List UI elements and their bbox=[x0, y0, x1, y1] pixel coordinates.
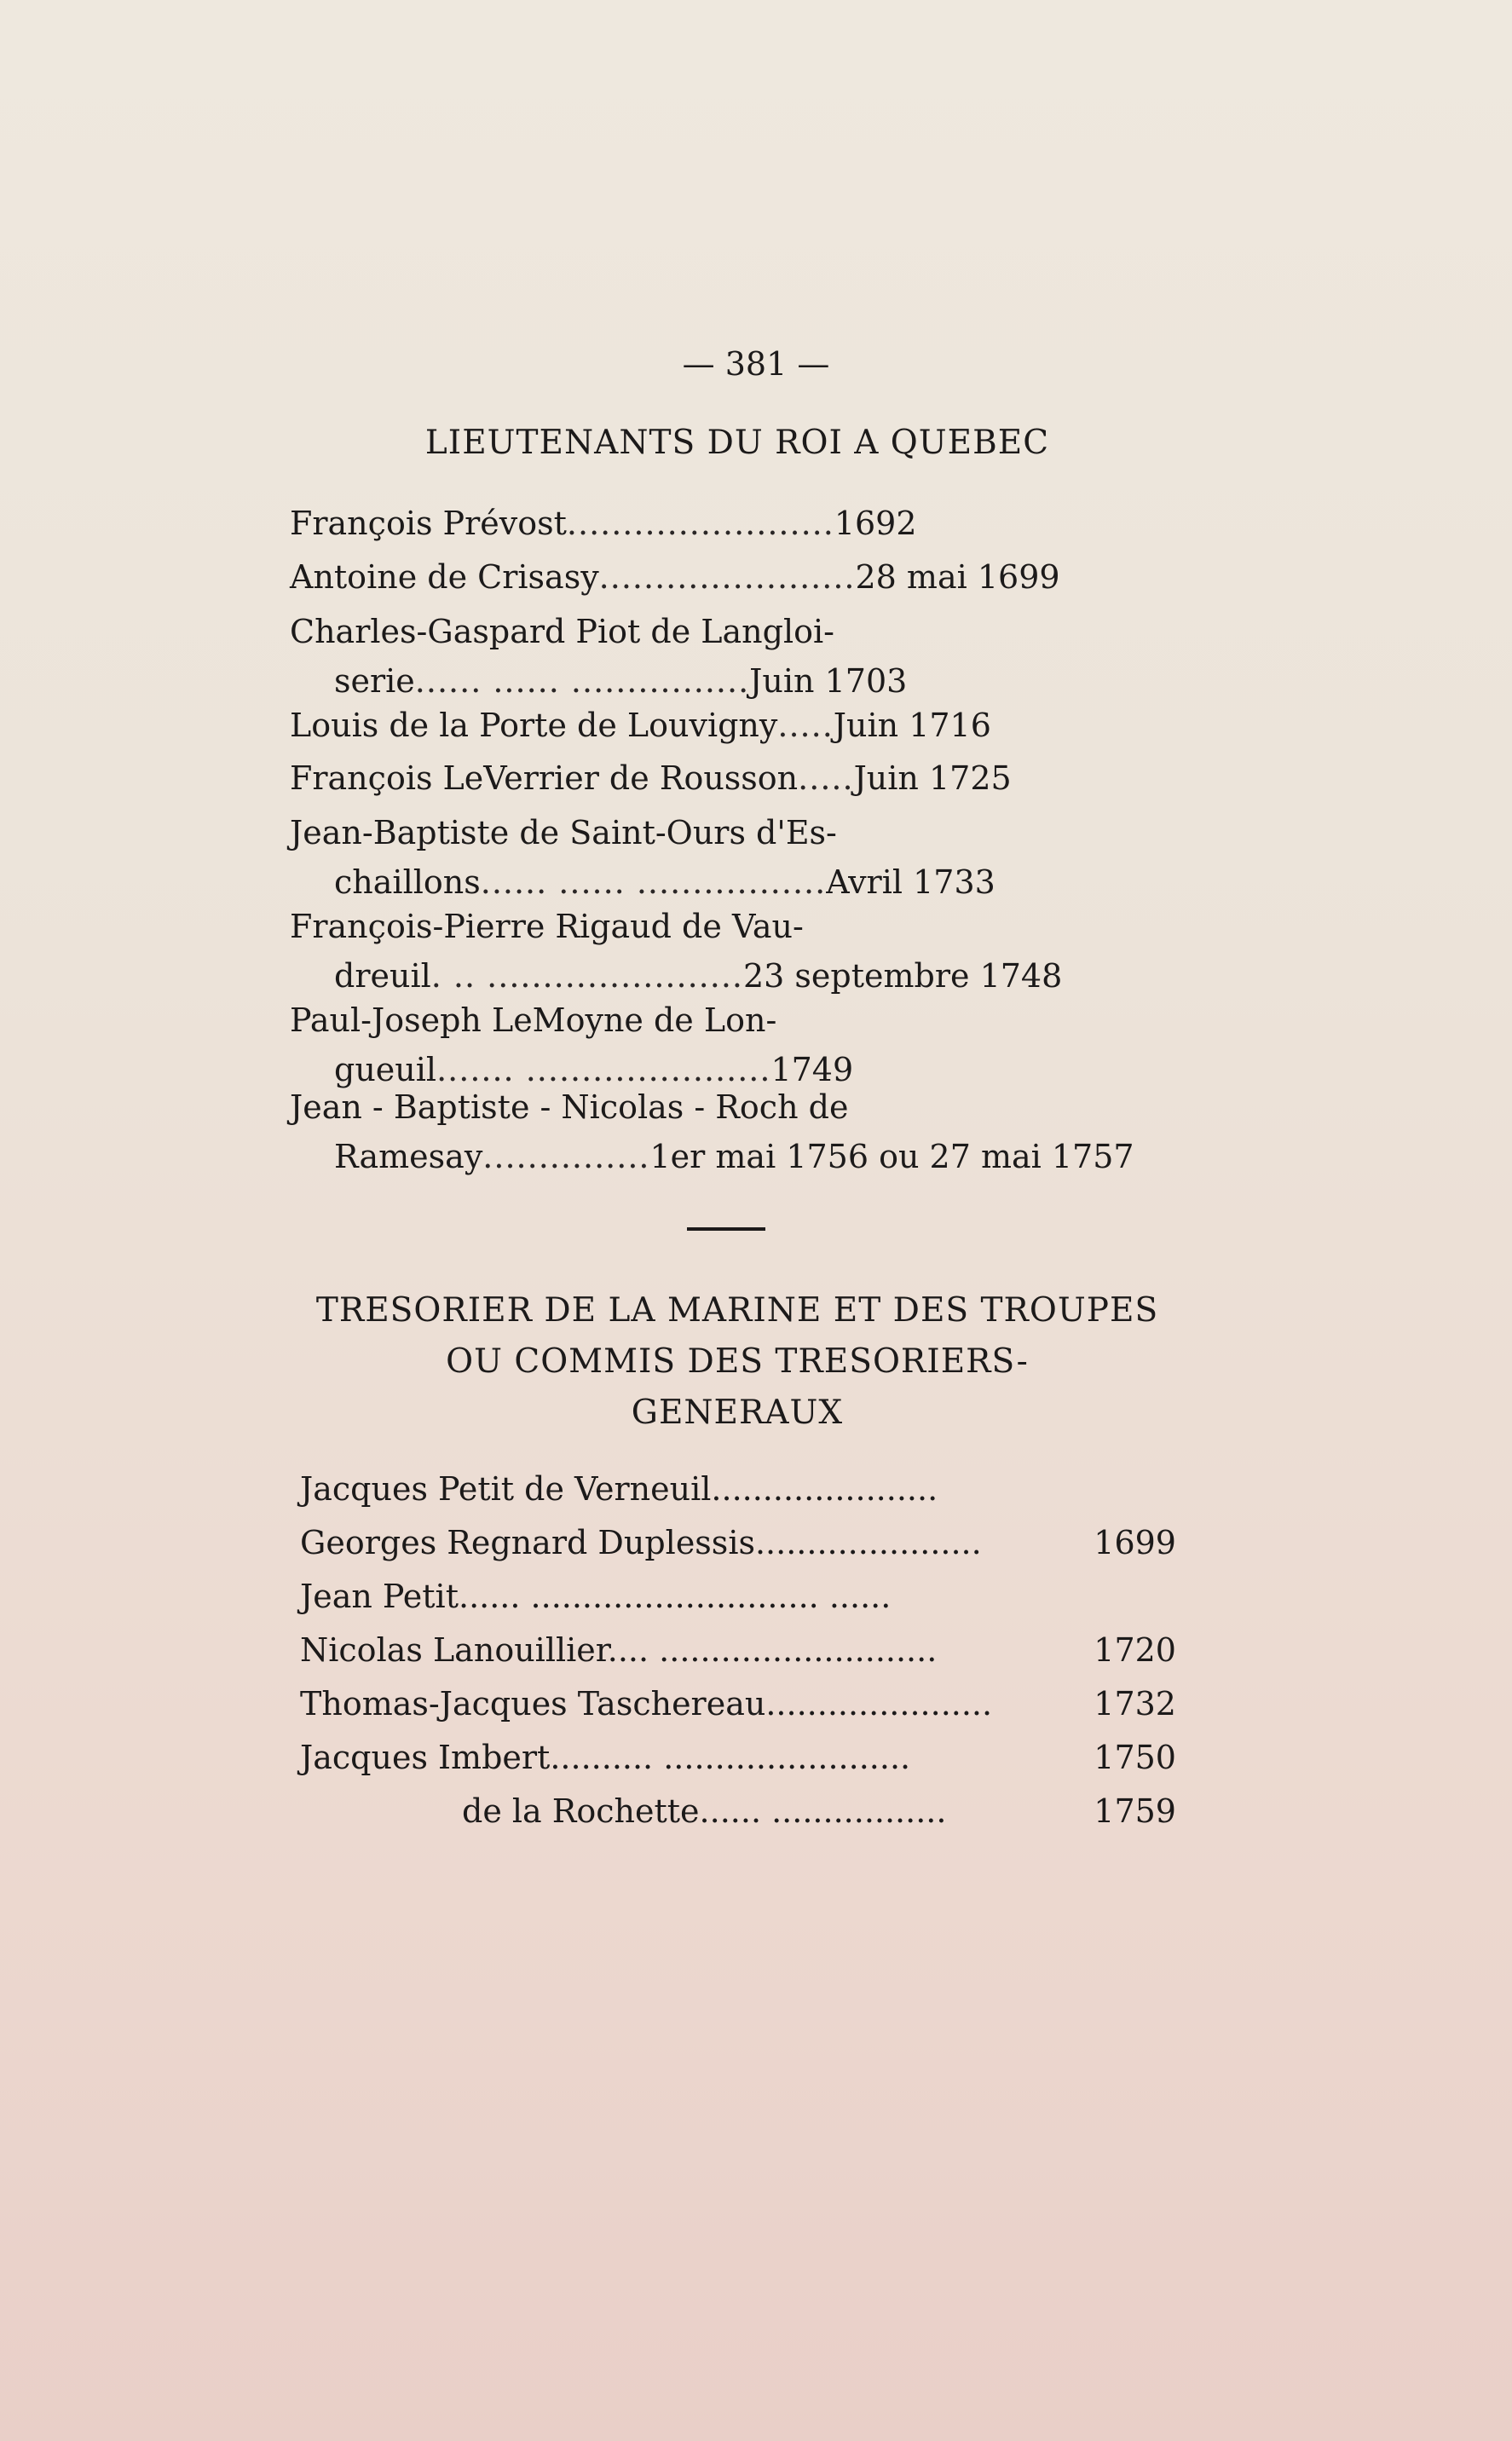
section-divider bbox=[687, 1227, 765, 1231]
leader-dots: ....................... bbox=[598, 558, 856, 596]
entry-date: 1732 bbox=[1094, 1685, 1176, 1723]
list-item bbox=[300, 1733, 1186, 1782]
leader-dots: .......... ........................ bbox=[550, 1739, 911, 1776]
leader-dots: ....... ...................... bbox=[436, 1051, 771, 1088]
leader-dots: ...... ............................ ...... bbox=[458, 1578, 892, 1615]
entry-name: François LeVerrier de Rousson bbox=[290, 759, 799, 797]
section-title-line: GENERAUX bbox=[631, 1394, 844, 1432]
list-item bbox=[290, 701, 1159, 750]
leader-dots: ...... ...... ................. bbox=[480, 863, 827, 901]
list-item bbox=[300, 1679, 1186, 1728]
list-item bbox=[290, 607, 1159, 706]
list-item bbox=[290, 499, 1159, 548]
entry-date: 1699 bbox=[1094, 1524, 1176, 1561]
entry-date: 1692 bbox=[834, 505, 917, 542]
entry-date: 1759 bbox=[1094, 1792, 1176, 1830]
page-number: — 381 — bbox=[682, 345, 830, 383]
leader-dots: .... ........................... bbox=[607, 1631, 938, 1669]
entry-name: François Prévost bbox=[290, 505, 567, 542]
leader-dots: ...................... bbox=[765, 1685, 993, 1723]
entry-name: Jean - Baptiste - Nicolas - Roch de bbox=[290, 1088, 849, 1126]
section-title-tresoriers bbox=[290, 1285, 1185, 1439]
list-item bbox=[290, 753, 1159, 803]
entry-date: 1720 bbox=[1094, 1631, 1176, 1669]
leader-dots: ...................... bbox=[754, 1524, 982, 1561]
list-item bbox=[300, 1464, 1186, 1514]
leader-dots: ...................... bbox=[711, 1470, 938, 1508]
entry-date: 1er mai 1756 ou 27 mai 1757 bbox=[649, 1138, 1134, 1175]
entry-date: 1749 bbox=[770, 1051, 854, 1088]
entry-name: de la Rochette bbox=[462, 1792, 700, 1830]
entry-name-continued: serie bbox=[334, 662, 415, 700]
entry-name: Paul-Joseph LeMoyne de Lon- bbox=[290, 1001, 777, 1039]
entry-name: Georges Regnard Duplessis bbox=[300, 1524, 755, 1561]
entry-name-continued: Ramesay bbox=[334, 1138, 483, 1175]
entry-name: François-Pierre Rigaud de Vau- bbox=[290, 908, 804, 945]
leader-dots: ........................ bbox=[566, 505, 834, 542]
entry-name: Nicolas Lanouillier bbox=[300, 1631, 608, 1669]
section-title-line: OU COMMIS DES TRESORIERS- bbox=[446, 1342, 1029, 1381]
entry-date: 1750 bbox=[1094, 1739, 1176, 1776]
leader-dots: ...... ................. bbox=[699, 1792, 947, 1830]
list-item bbox=[290, 902, 1159, 1001]
leader-dots: ..... bbox=[798, 759, 854, 797]
entry-name-continued: chaillons bbox=[334, 863, 481, 901]
entry-date: Juin 1703 bbox=[749, 662, 908, 700]
entry-date: 23 septembre 1748 bbox=[742, 957, 1063, 995]
entry-name: Jacques Petit de Verneuil bbox=[300, 1470, 712, 1508]
list-item bbox=[290, 995, 1159, 1094]
leader-dots: ..... bbox=[777, 707, 834, 744]
entry-name: Jean-Baptiste de Saint-Ours d'Es- bbox=[290, 814, 837, 851]
entry-name: Jacques Imbert bbox=[300, 1739, 551, 1776]
list-item bbox=[300, 1786, 1186, 1836]
entry-name: Jean Petit bbox=[300, 1578, 459, 1615]
section-title-line: TRESORIER DE LA MARINE ET DES TROUPES bbox=[315, 1291, 1159, 1330]
entry-date: Avril 1733 bbox=[826, 863, 995, 901]
list-item bbox=[290, 552, 1159, 602]
entry-name-continued: gueuil bbox=[334, 1051, 437, 1088]
entry-name: Louis de la Porte de Louvigny bbox=[290, 707, 778, 744]
entry-name: Charles-Gaspard Piot de Langloi- bbox=[290, 613, 834, 650]
leader-dots: ...... ...... ................ bbox=[414, 662, 750, 700]
entry-date: 28 mai 1699 bbox=[855, 558, 1060, 596]
list-item bbox=[300, 1518, 1186, 1567]
entry-date: Juin 1725 bbox=[853, 759, 1012, 797]
entry-name: Antoine de Crisasy bbox=[290, 558, 599, 596]
list-item bbox=[290, 808, 1159, 907]
list-item bbox=[300, 1625, 1186, 1675]
entry-name: Thomas-Jacques Taschereau bbox=[300, 1685, 766, 1723]
leader-dots: . .. ....................... bbox=[430, 957, 743, 995]
leader-dots: ............... bbox=[482, 1138, 650, 1175]
list-item bbox=[290, 1082, 1159, 1181]
entry-date: Juin 1716 bbox=[833, 707, 991, 744]
section-title-lieutenants: LIEUTENANTS DU ROI A QUEBEC bbox=[424, 424, 1050, 462]
list-item bbox=[300, 1572, 1186, 1621]
entry-name-continued: dreuil bbox=[334, 957, 431, 995]
